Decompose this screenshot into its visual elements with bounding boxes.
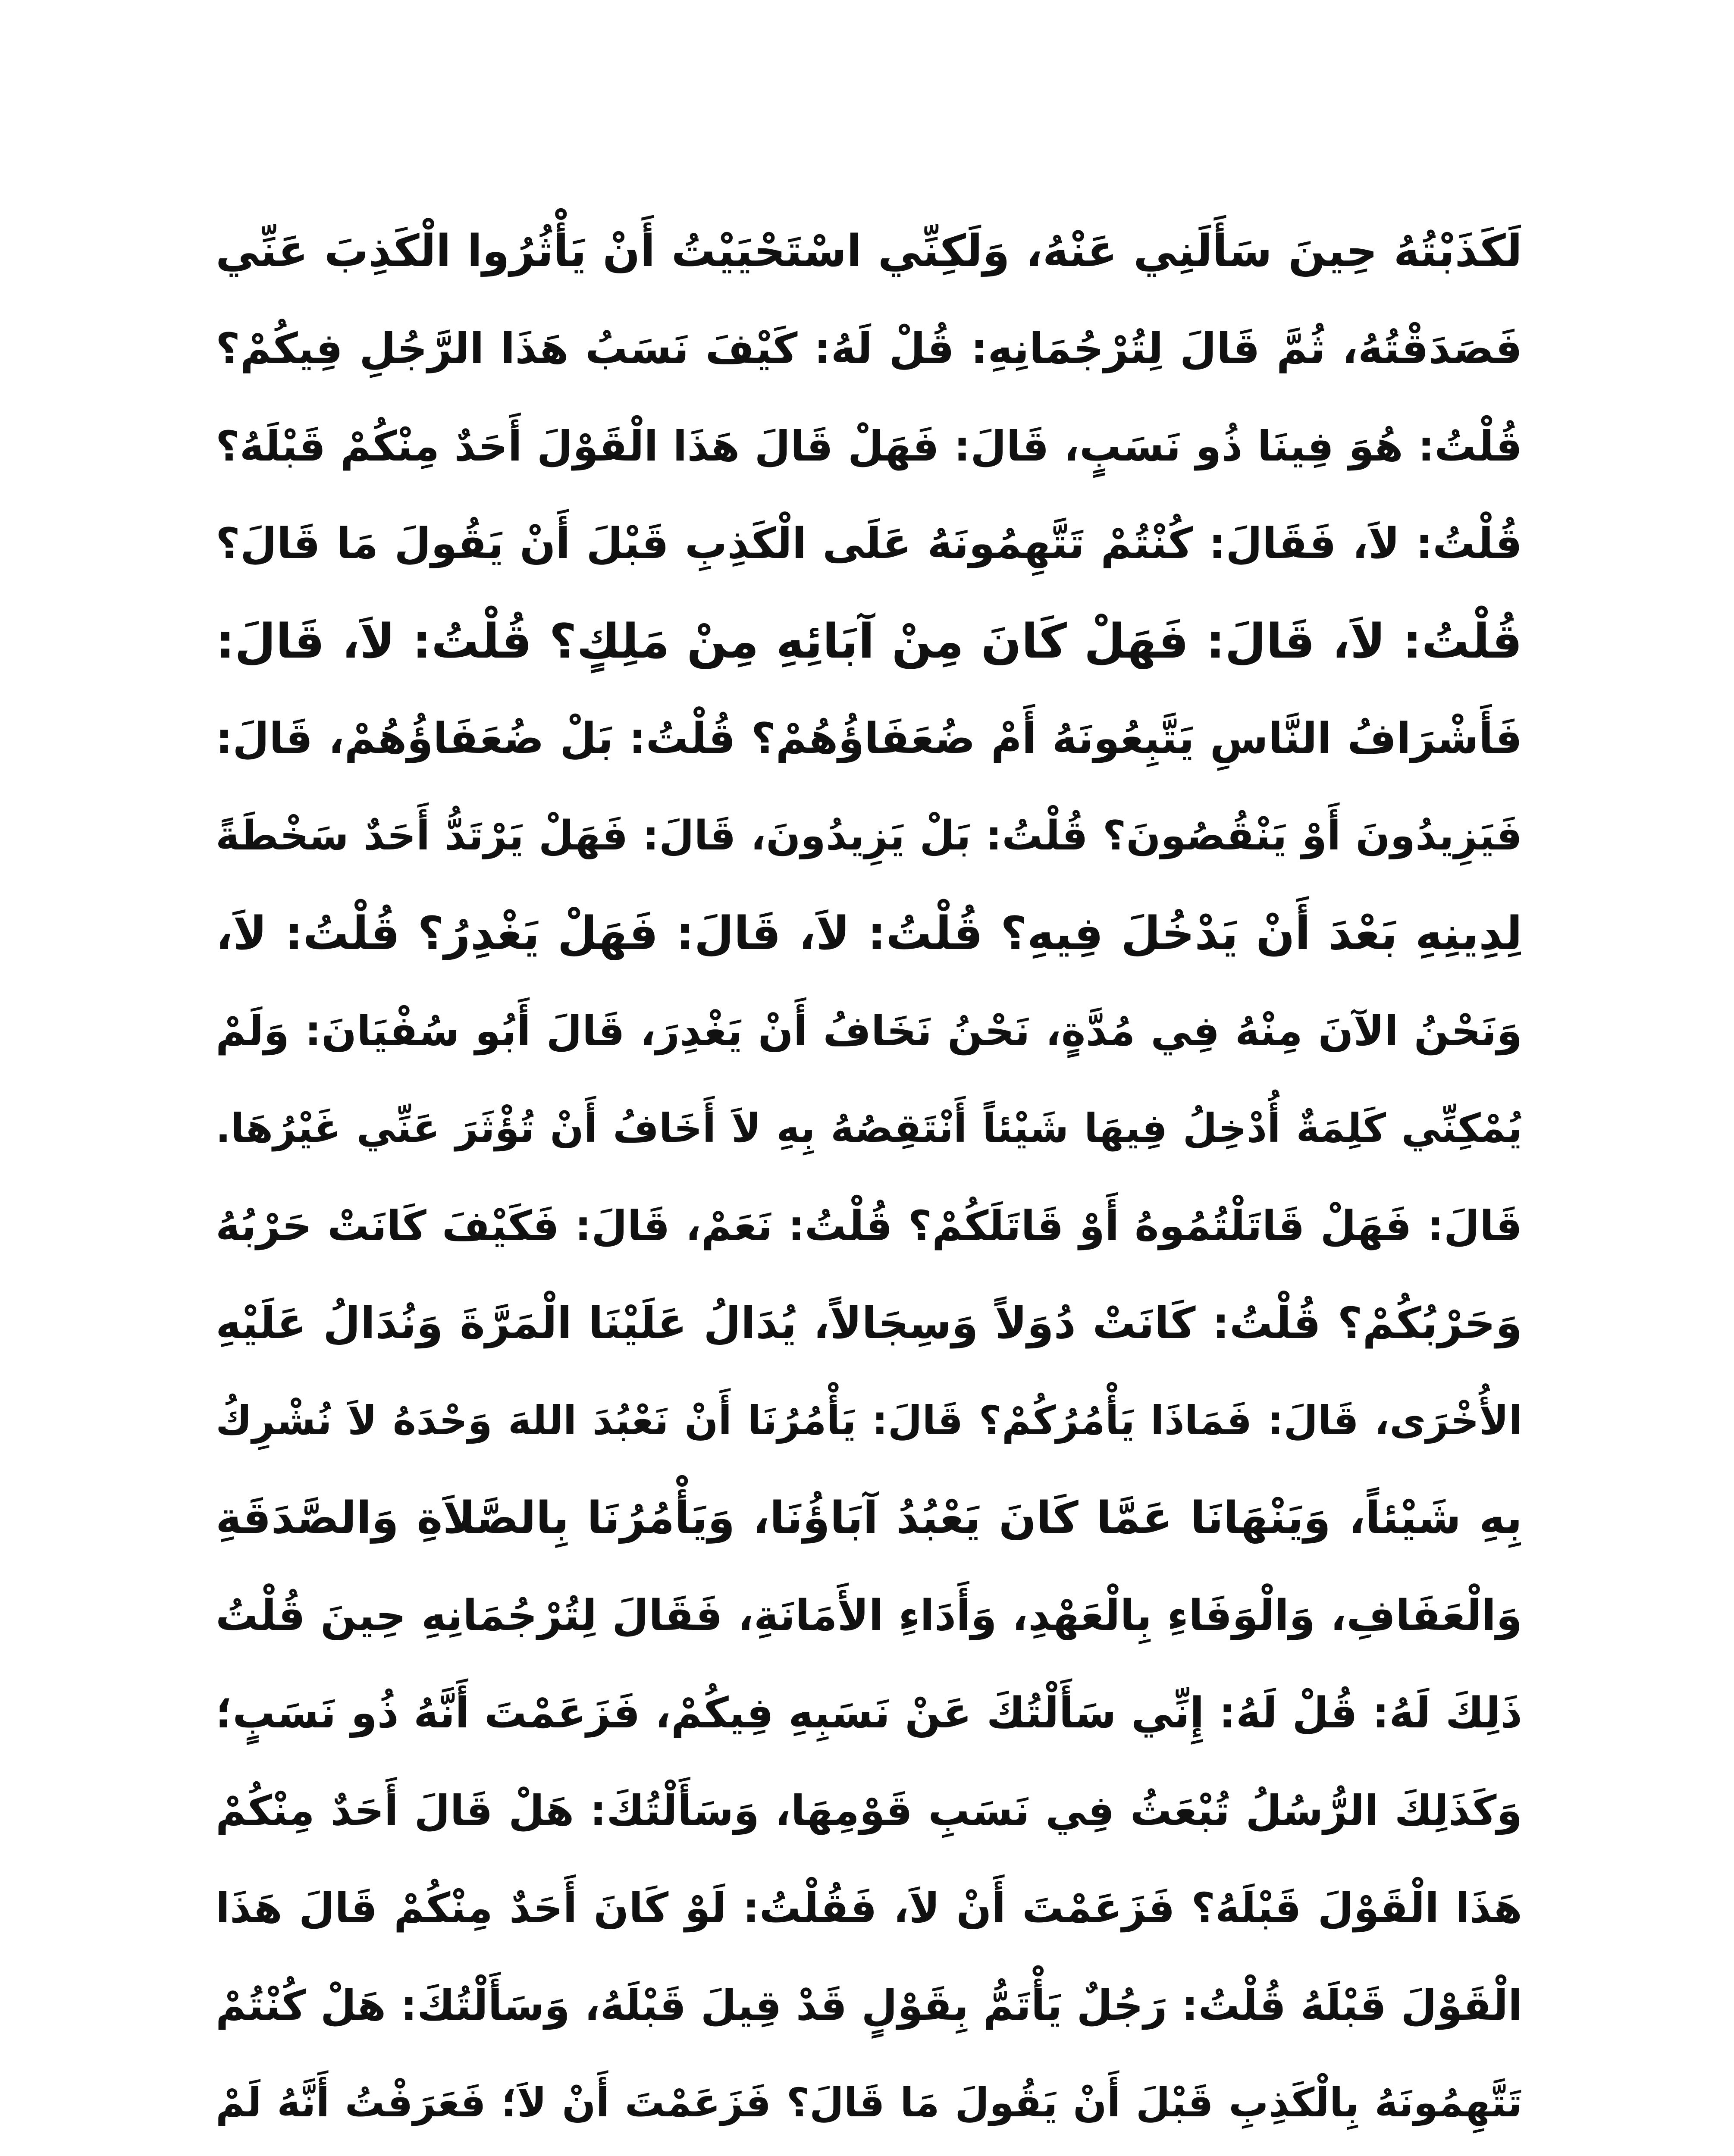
text-line: تَتَّهِمُونَهُ بِالْكَذِبِ قَبْلَ أَنْ يَقُولَ مَا قَالَ؟ فَزَعَمْتَ أَنْ لاَ؛ فَعَرَفْتُ أَنَّهُ لَمْ	[216, 2080, 1522, 2126]
text-line: قُلْتُ: لاَ، قَالَ: فَهَلْ كَانَ مِنْ آبَائِهِ مِنْ مَلِكٍ؟ قُلْتُ: لاَ، قَالَ:	[216, 614, 1522, 669]
text-line: وَنَحْنُ الآنَ مِنْهُ فِي مُدَّةٍ، نَحْنُ نَخَافُ أَنْ يَغْدِرَ، قَالَ أَبُو سُفْيَانَ: وَلَمْ	[216, 1007, 1522, 1055]
text-line: يُمْكِنِّي كَلِمَةٌ أُدْخِلُ فِيهَا شَيْئاً أَنْتَقِصُهُ بِهِ لاَ أَخَافُ أَنْ تُؤْثَرَ عَنِّي غَيْرُهَا.	[216, 1105, 1522, 1151]
text-line: لَكَذَبْتُهُ حِينَ سَأَلَنِي عَنْهُ، وَلَكِنِّي اسْتَحْيَيْتُ أَنْ يَأْثُرُوا الْكَذِبَ عَنِّي	[216, 226, 1522, 277]
text-line: الأُخْرَى، قَالَ: فَمَاذَا يَأْمُرُكُمْ؟ قَالَ: يَأْمُرُنَا أَنْ نَعْبُدَ اللهَ وَحْدَهُ لاَ نُشْرِكُ	[216, 1398, 1522, 1444]
text-line: الْقَوْلَ قَبْلَهُ قُلْتُ: رَجُلٌ يَأْتَمُّ بِقَوْلٍ قَدْ قِيلَ قَبْلَهُ، وَسَأَلْتُكَ: هَلْ كُنْتُمْ	[216, 1981, 1522, 2030]
text-line: وَكَذَلِكَ الرُّسُلُ تُبْعَثُ فِي نَسَبِ قَوْمِهَا، وَسَأَلْتُكَ: هَلْ قَالَ أَحَدٌ مِنْكُمْ	[216, 1786, 1522, 1835]
text-line: قُلْتُ: لاَ، فَقَالَ: كُنْتُمْ تَتَّهِمُونَهُ عَلَى الْكَذِبِ قَبْلَ أَنْ يَقُولَ مَا قَالَ؟	[216, 519, 1522, 568]
text-line: فَأَشْرَافُ النَّاسِ يَتَّبِعُونَهُ أَمْ ضُعَفَاؤُهُمْ؟ قُلْتُ: بَلْ ضُعَفَاؤُهُمْ، قَالَ:	[216, 714, 1522, 763]
text-line: ذَلِكَ لَهُ: قُلْ لَهُ: إِنِّي سَأَلْتُكَ عَنْ نَسَبِهِ فِيكُمْ، فَزَعَمْتَ أَنَّهُ ذُو نَسَبٍ؛	[216, 1689, 1522, 1738]
body-text	[216, 203, 1522, 2152]
text-line: فَصَدَقْتُهُ، ثُمَّ قَالَ لِتُرْجُمَانِهِ: قُلْ لَهُ: كَيْفَ نَسَبُ هَذَا الرَّجُلِ فِيكُمْ؟	[216, 324, 1522, 373]
text-line: وَحَرْبُكُمْ؟ قُلْتُ: كَانَتْ دُوَلاً وَسِجَالاً، يُدَالُ عَلَيْنَا الْمَرَّةَ وَنُدَالُ عَلَيْهِ	[216, 1298, 1522, 1348]
text-line: وَالْعَفَافِ، وَالْوَفَاءِ بِالْعَهْدِ، وَأَدَاءِ الأَمَانَةِ، فَقَالَ لِتُرْجُمَانِهِ حِينَ قُلْتُ	[216, 1591, 1522, 1640]
text-line: قُلْتُ: هُوَ فِينَا ذُو نَسَبٍ، قَالَ: فَهَلْ قَالَ هَذَا الْقَوْلَ أَحَدٌ مِنْكُمْ قَبْلَهُ؟	[216, 422, 1522, 470]
text-line: فَيَزِيدُونَ أَوْ يَنْقُصُونَ؟ قُلْتُ: بَلْ يَزِيدُونَ، قَالَ: فَهَلْ يَرْتَدُّ أَحَدٌ سَخْطَةً	[216, 812, 1522, 859]
text-line: بِهِ شَيْئاً، وَيَنْهَانَا عَمَّا كَانَ يَعْبُدُ آبَاؤُنَا، وَيَأْمُرُنَا بِالصَّلاَةِ وَالصَّدَقَةِ	[216, 1492, 1522, 1544]
text-line: هَذَا الْقَوْلَ قَبْلَهُ؟ فَزَعَمْتَ أَنْ لاَ، فَقُلْتُ: لَوْ كَانَ أَحَدٌ مِنْكُمْ قَالَ هَذَا	[216, 1884, 1522, 1932]
text-line: قَالَ: فَهَلْ قَاتَلْتُمُوهُ أَوْ قَاتَلَكُمْ؟ قُلْتُ: نَعَمْ، قَالَ: فَكَيْفَ كَانَتْ حَرْبُهُ	[216, 1202, 1522, 1250]
text-line: لِدِينِهِ بَعْدَ أَنْ يَدْخُلَ فِيهِ؟ قُلْتُ: لاَ، قَالَ: فَهَلْ يَغْدِرُ؟ قُلْتُ: لاَ،	[216, 907, 1522, 960]
